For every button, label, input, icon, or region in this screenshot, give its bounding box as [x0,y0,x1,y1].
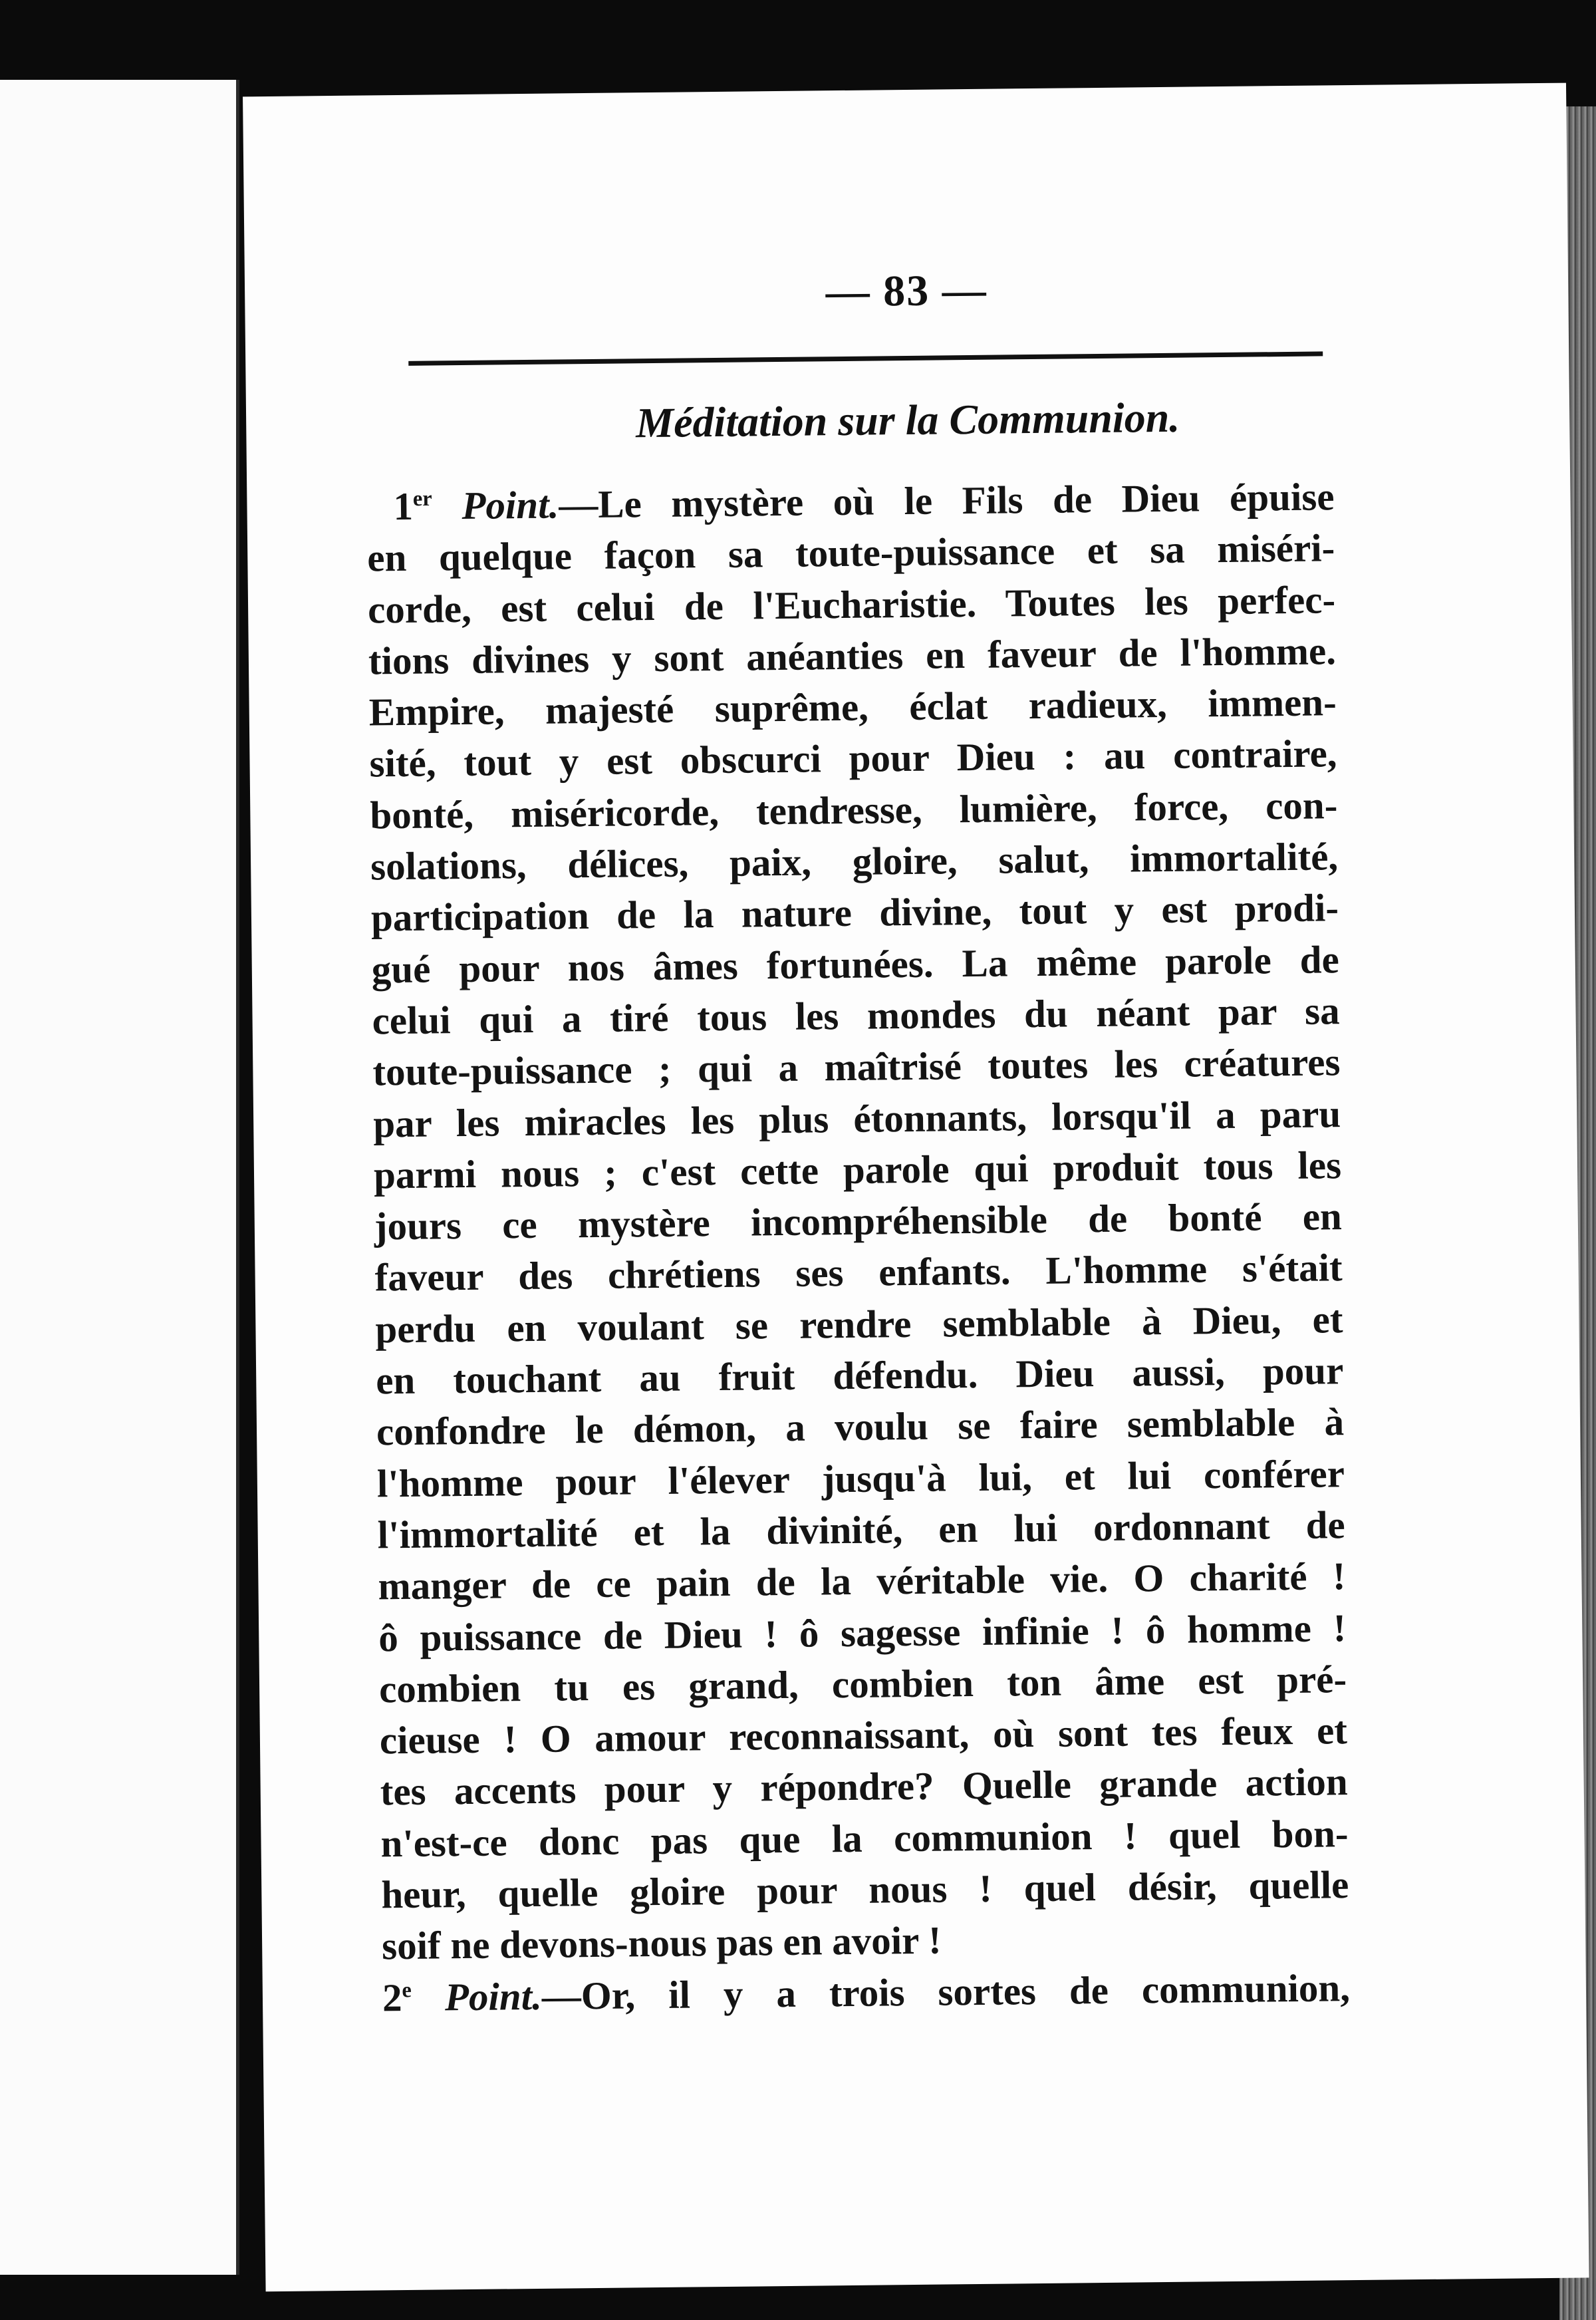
point-ordinal: 2 [382,1975,402,2019]
text-line: manger de ce pain de la véritable vie. O charité ! [378,1554,1346,1608]
text-line: tes accents pour y répondre? Quelle grande action [380,1759,1349,1814]
point-ordinal: 1 [393,484,414,529]
text-line: tions divines y sont anéanties en faveur de l'homme. [368,629,1337,683]
text-line: heur, quelle gloire pour nous ! quel désir, quelle [381,1862,1349,1917]
page-heading: Méditation sur la Communion. [635,393,1180,447]
body-text [366,471,1350,2023]
text-line: ô puissance de Dieu ! ô sagesse infinie ! ô homme ! [378,1605,1347,1660]
point-label: Point. [444,1973,543,2019]
text-line: parmi nous ; c'est cette parole qui produit tous les [373,1143,1342,1197]
text-line-content: —Le mystère où le Fils de Dieu épuise [558,474,1335,527]
facing-page [0,80,239,2275]
text-line: jours ce mystère incompréhensible de bonté en [374,1194,1343,1248]
text-line: par les miracles les plus étonnants, lorsqu'il a paru [372,1091,1341,1146]
page-number: — 83 — [825,265,988,317]
point-ordinal-suffix: er [412,486,432,511]
text-line: solations, délices, paix, gloire, salut, immortalité, [370,834,1339,889]
text-line: perdu en voulant se rendre semblable à Dieu, et [375,1296,1343,1352]
text-line: n'est-ce donc pas que la communion ! quel bon- [380,1811,1349,1866]
text-line: sité, tout y est obscurci pour Dieu : au contraire, [369,731,1337,786]
text-line: l'homme pour l'élever jusqu'à lui, et lui conférer [376,1451,1345,1506]
text-line [382,1962,1351,2024]
header-rule [408,351,1323,365]
text-line: confondre le démon, a voulu se faire semblable à [376,1399,1345,1454]
text-line: en quelque façon sa toute-puissance et sa miséri- [366,525,1335,580]
book-page [243,83,1589,2292]
text-line: faveur des chrétiens ses enfants. L'homme s'était [374,1245,1343,1300]
text-line: combien tu es grand, combien ton âme est pré- [378,1656,1347,1711]
point-ordinal-suffix: e [402,1977,412,2003]
text-line-content: —Or, il y a trois sortes de communion, [541,1965,1351,2018]
text-line: participation de la nature divine, tout y est prodi- [370,885,1339,940]
text-line: cieuse ! O amour reconnaissant, où sont tes feux et [379,1708,1348,1763]
text-line: toute-puissance ; qui a maîtrisé toutes les créatures [372,1040,1341,1094]
text-line: Empire, majesté suprême, éclat radieux, immen- [368,680,1337,734]
text-line: celui qui a tiré tous les mondes du néant par sa [372,988,1340,1043]
point-label: Point. [462,482,559,528]
text-line: corde, est celui de l'Eucharistie. Toutes les perfec- [367,577,1336,632]
text-line: bonté, miséricorde, tendresse, lumière, force, con- [370,783,1338,837]
text-line: l'immortalité et la divinité, en lui ordonnant de [377,1503,1345,1557]
text-line: soif ne devons-nous pas en avoir ! [381,1918,942,1968]
text-line: gué pour nos âmes fortunées. La même parole de [371,937,1340,992]
text-line: en touchant au fruit défendu. Dieu aussi, pour [375,1348,1344,1403]
